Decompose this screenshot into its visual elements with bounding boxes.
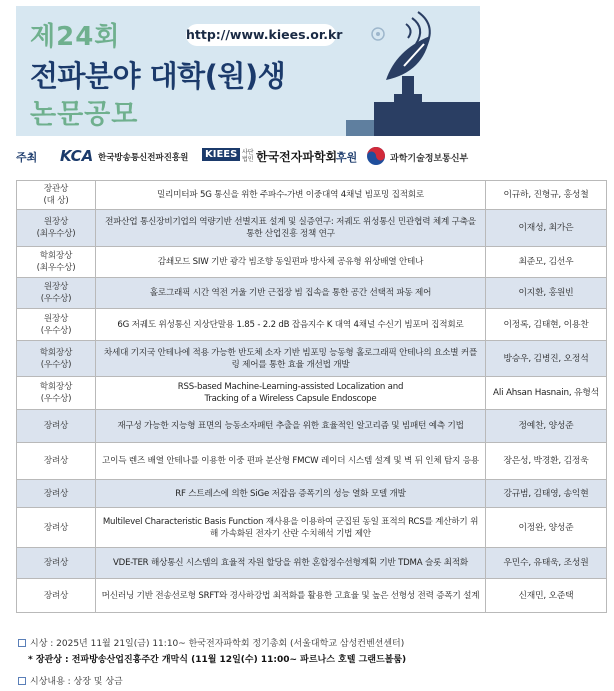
award-cell: 학회장상 (우수상) [17,377,96,410]
award-row [17,480,607,508]
kiees-sub: 사단법인 [242,149,254,163]
names-cell: 우민수, 유태욱, 조성원 [486,548,607,579]
award-cell: 장관상 (대 상) [17,181,96,210]
award-cell: 장려상 [17,508,96,548]
title-cell: 감쇄모드 SIW 기반 광각 빔조향 동일편파 방사체 공유형 위상배열 안테나 [96,247,486,278]
award-row [17,579,607,613]
names-cell: 정예찬, 양성준 [486,410,607,443]
sponsor-bar [16,145,606,169]
title-cell: RSS-based Machine-Learning-assisted Localization and Tracking of a Wireless Capsule Endoscope [96,377,486,410]
award-cell: 학회장상 (우수상) [17,341,96,377]
names-cell: Ali Ahsan Hasnain, 유형석 [486,377,607,410]
msit-name: 과학기술정보통신부 [390,154,469,164]
award-row [17,278,607,309]
award-row [17,377,607,410]
title-cell: Multilevel Characteristic Basis Function 재사용을 이용하여 군집된 동일 표적의 RCS를 계산하기 위해 가속화된 전자기 산란 수치해석 기법 제안 [96,508,486,548]
banner-subtitle: 논문공모 [30,99,139,130]
award-cell: 장려상 [17,443,96,480]
banner-url: http://www.kiees.or.kr [186,24,336,46]
names-cell: 이규하, 진형규, 홍성철 [486,181,607,210]
award-row [17,341,607,377]
host-label: 주최 [16,151,38,164]
names-cell: 강규범, 김태영, 송익현 [486,480,607,508]
award-row [17,548,607,579]
names-cell: 이지환, 홍원빈 [486,278,607,309]
award-cell: 원장상 (우수상) [17,278,96,309]
award-cell: 원장상 (우수상) [17,309,96,341]
award-cell: 장려상 [17,480,96,508]
names-cell: 최준모, 김선우 [486,247,607,278]
title-cell: VDE-TER 해상통신 시스템의 효율적 자원 할당을 위한 혼합정수선형계획 기반 TDMA 슬롯 최적화 [96,548,486,579]
names-cell: 이정록, 김태현, 이용찬 [486,309,607,341]
names-cell: 장은성, 박경환, 김정욱 [486,443,607,480]
title-cell: 6G 저궤도 위성통신 지상단말용 1.85 - 2.2 dB 잡음지수 K 대역 4채널 수신기 빔포머 집적회로 [96,309,486,341]
names-cell: 방승우, 김병진, 오정석 [486,341,607,377]
title-cell: 전파산업 통신장비기업의 역량기반 선별지표 설계 및 실증연구: 저궤도 위성통신 민관협력 체계 구축을 통한 산업진흥 정책 연구 [96,210,486,247]
taegeuk-icon [366,146,386,166]
ceremony-note [18,636,404,649]
award-cell: 장려상 [17,548,96,579]
prize-text: 시상내용 : 상장 및 상금 [30,677,123,687]
kca-name: 한국방송통신전파진흥원 [98,153,189,163]
awards-table [16,180,607,613]
kiees-logo: KIEES [202,148,240,161]
award-cell: 장려상 [17,579,96,613]
award-row [17,181,607,210]
award-row [17,247,607,278]
names-cell: 이재성, 최가은 [486,210,607,247]
ceremony-text: 시상 : 2025년 11월 21일(금) 11:10~ 한국전자파학회 정기총회 (서울대학교 삼성컨벤션센터) [30,639,405,649]
support-label: 후원 [336,151,358,164]
award-row [17,410,607,443]
award-row [17,210,607,247]
banner-title: 전파분야 대학(원)생 [30,59,286,93]
title-cell: 홀로그래픽 시간 역전 거울 기반 근접장 빔 집속을 통한 공간 선택적 파동 제어 [96,278,486,309]
title-cell: 재구성 가능한 지능형 표면의 능동소자패턴 추출을 위한 효율적인 알고리즘 및 빔패턴 예측 기법 [96,410,486,443]
checkbox-square-icon [18,639,26,647]
names-cell: 이정완, 양성준 [486,508,607,548]
award-cell: 장려상 [17,410,96,443]
kiees-name: 한국전자파학회 [256,150,338,164]
award-row [17,443,607,480]
award-row [17,508,607,548]
title-cell: 머신러닝 기반 전송선로형 SRFT와 경사하강법 최적화를 활용한 고효율 및 높은 선형성 전력 증폭기 설계 [96,579,486,613]
title-cell: 차세대 기지국 안테나에 적용 가능한 반도체 소자 기반 빔포밍 능동형 홀로그래픽 안테나의 요소별 커플링 제어를 통한 효율 개선법 개발 [96,341,486,377]
banner-edition: 제24회 [30,22,121,52]
title-cell: RF 스트레스에 의한 SiGe 저잡음 증폭기의 성능 열화 모델 개발 [96,480,486,508]
minister-note: * 장관상 : 전파방송산업진흥주간 개막식 (11월 12일(수) 11:00~ 파르나스 호텔 그랜드볼룸) [28,655,407,665]
award-cell: 원장상 (최우수상) [17,210,96,247]
kca-logo: KCA [60,147,94,165]
award-cell: 학회장상 (최우수상) [17,247,96,278]
award-row [17,309,607,341]
event-banner [16,6,480,136]
title-cell: 밀리미터파 5G 통신을 위한 주파수-가변 이중대역 4채널 빔포밍 집적회로 [96,181,486,210]
title-cell: 고이득 렌즈 배열 안테나를 이용한 이중 편파 분산형 FMCW 레이더 시스템 설계 및 벽 뒤 인체 탐지 응용 [96,443,486,480]
checkbox-square-icon [18,677,26,685]
satellite-dish-icon [346,10,480,136]
prize-note [18,674,123,687]
names-cell: 신재민, 오준택 [486,579,607,613]
